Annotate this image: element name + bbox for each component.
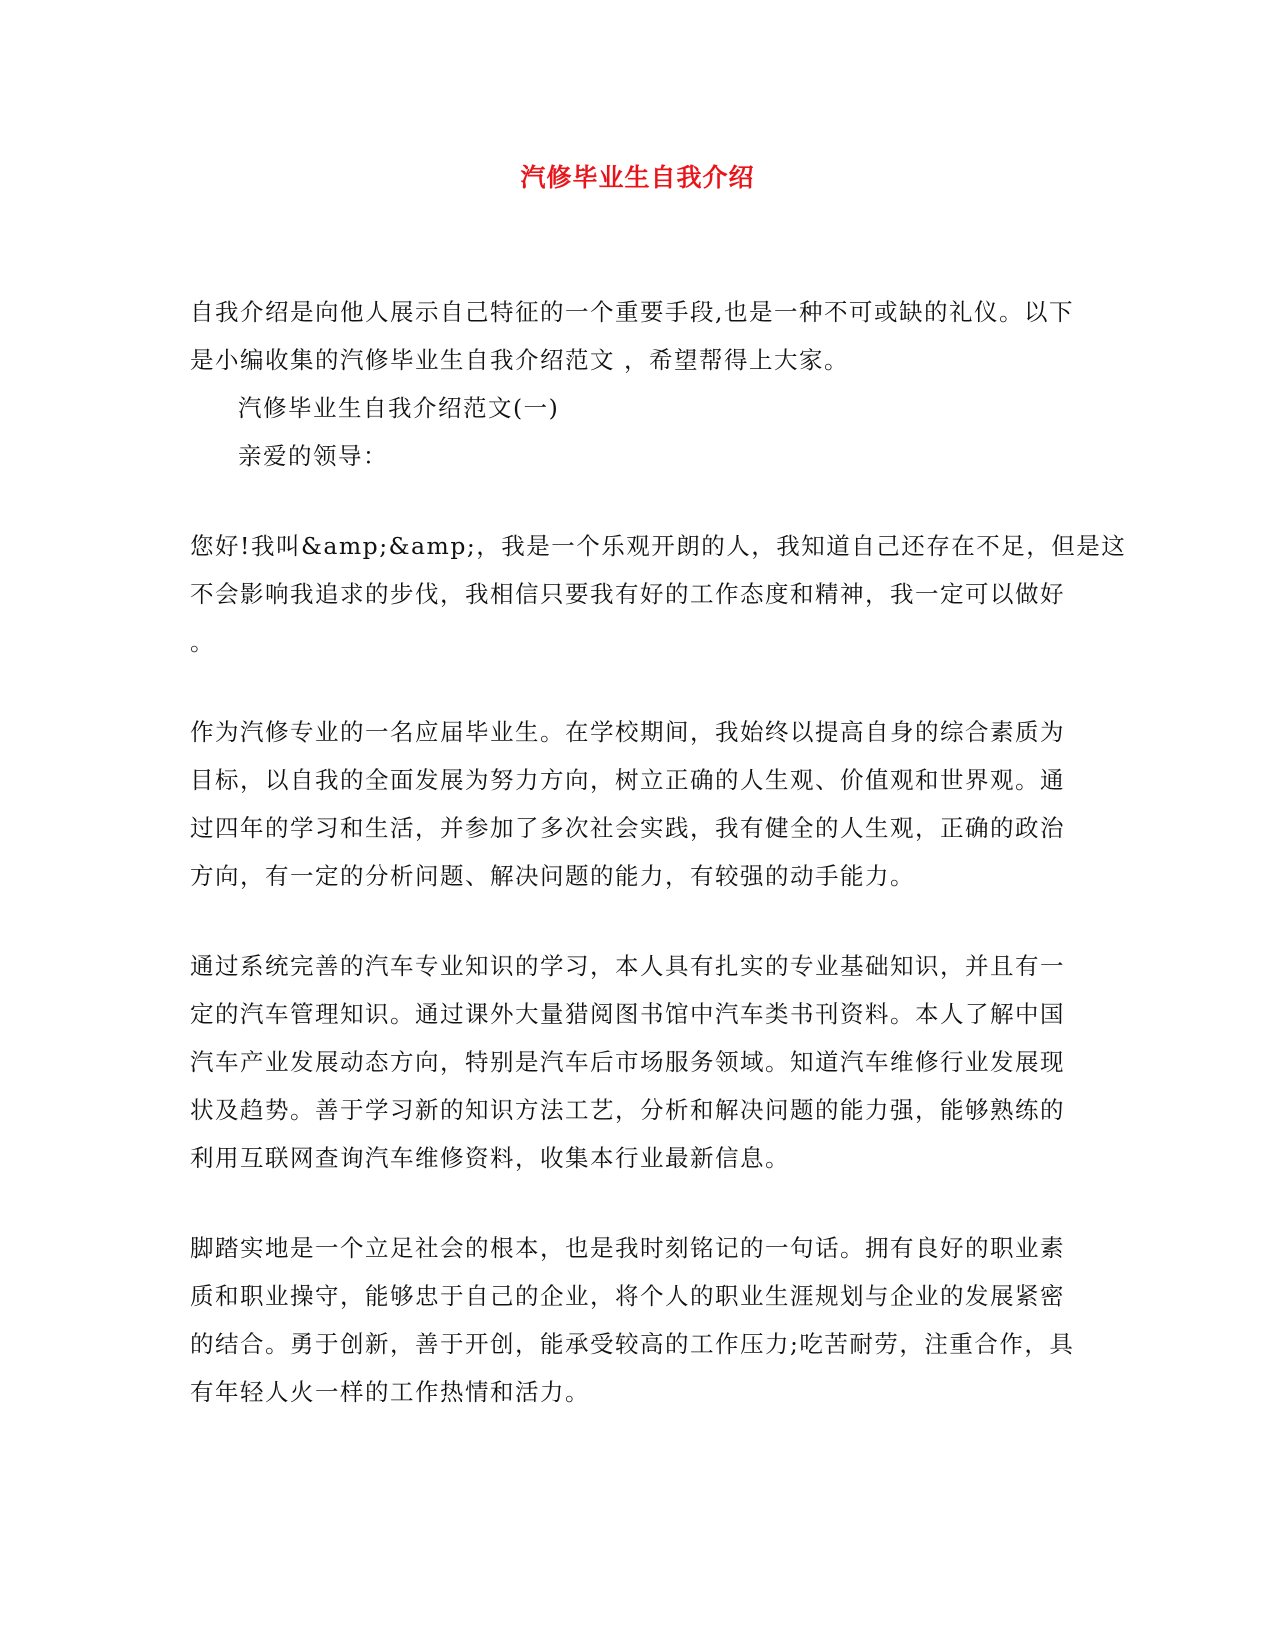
paragraph-4-line-3: 的结合。勇于创新，善于开创，能承受较高的工作压力;吃苦耐劳，注重合作，具	[190, 1330, 1075, 1358]
paragraph-4-line-2: 质和职业操守，能够忠于自己的企业，将个人的职业生涯规划与企业的发展紧密	[190, 1282, 1065, 1310]
intro-line-1: 自我介绍是向他人展示自己特征的一个重要手段,也是一种不可或缺的礼仪。以下	[190, 298, 1074, 326]
paragraph-3-line-4: 状及趋势。善于学习新的知识方法工艺，分析和解决问题的能力强，能够熟练的	[190, 1096, 1065, 1124]
paragraph-2-line-4: 方向，有一定的分析问题、解决问题的能力，有较强的动手能力。	[190, 862, 915, 890]
body-paragraph-4	[190, 1224, 1080, 1416]
paragraph-2-line-3: 过四年的学习和生活，并参加了多次社会实践，我有健全的人生观，正确的政治	[190, 814, 1065, 842]
paragraph-1-line-3: 。	[190, 628, 215, 656]
paragraph-3-line-2: 定的汽车管理知识。通过课外大量猎阅图书馆中汽车类书刊资料。本人了解中国	[190, 1000, 1065, 1028]
document-title: 汽修毕业生自我介绍	[520, 163, 755, 192]
sample-heading: 汽修毕业生自我介绍范文(一)	[238, 394, 560, 422]
paragraph-2-line-2: 目标，以自我的全面发展为努力方向，树立正确的人生观、价值观和世界观。通	[190, 766, 1065, 794]
paragraph-3-line-1: 通过系统完善的汽车专业知识的学习，本人具有扎实的专业基础知识，并且有一	[190, 952, 1065, 980]
paragraph-3-line-5: 利用互联网查询汽车维修资料，收集本行业最新信息。	[190, 1144, 790, 1172]
intro-paragraph	[190, 288, 1080, 384]
paragraph-2-line-1: 作为汽修专业的一名应届毕业生。在学校期间，我始终以提高自身的综合素质为	[190, 718, 1065, 746]
sample-heading-block	[190, 384, 1080, 480]
body-paragraph-2	[190, 708, 1080, 900]
paragraph-4-line-4: 有年轻人火一样的工作热情和活力。	[190, 1378, 590, 1406]
body-paragraph-1	[190, 522, 1127, 666]
paragraph-1-line-1: 您好!我叫&amp;&amp;，我是一个乐观开朗的人，我知道自己还存在不足，但是这	[190, 532, 1127, 560]
intro-line-2: 是小编收集的汽修毕业生自我介绍范文 ，希望帮得上大家。	[190, 346, 849, 374]
paragraph-1-line-2: 不会影响我追求的步伐，我相信只要我有好的工作态度和精神，我一定可以做好	[190, 580, 1065, 608]
body-paragraph-3	[190, 942, 1080, 1182]
salutation: 亲爱的领导：	[238, 442, 388, 470]
paragraph-4-line-1: 脚踏实地是一个立足社会的根本，也是我时刻铭记的一句话。拥有良好的职业素	[190, 1234, 1065, 1262]
paragraph-3-line-3: 汽车产业发展动态方向，特别是汽车后市场服务领域。知道汽车维修行业发展现	[190, 1048, 1065, 1076]
